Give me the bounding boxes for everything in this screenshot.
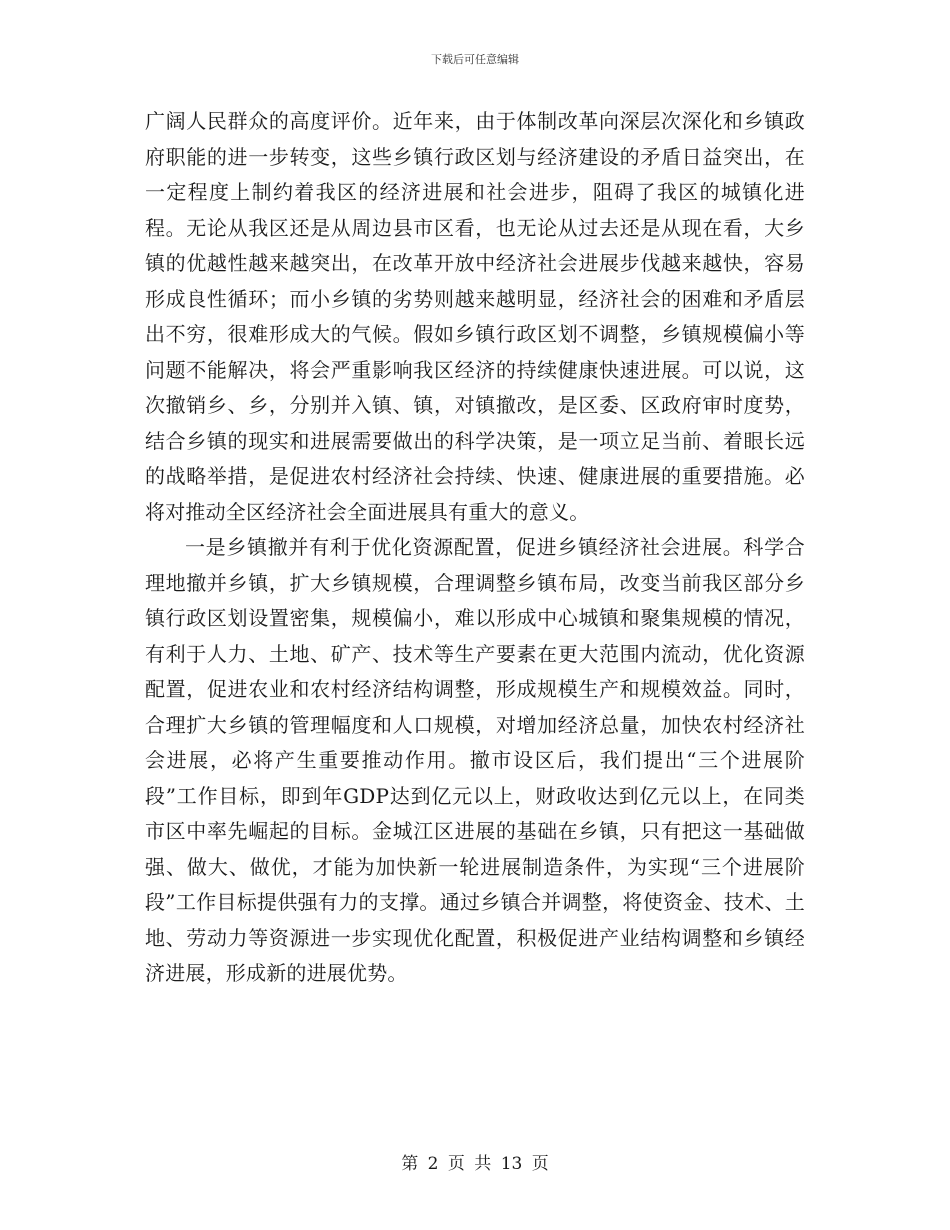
page-number: 第 2 页 共 13 页 (401, 1154, 549, 1174)
paragraph-point-one: 一是乡镇撤并有利于优化资源配置，促进乡镇经济社会进展。科学合理地撤并乡镇，扩大乡镇规模，合理调整乡镇布局，改变当前我区部分乡镇行政区划设置密集，规模偏小，难以形成中心城镇和聚集规模的情况，有利于人力、土地、矿产、技术等生产要素在更大范围内流动，优化资源配置，促进农业和农村经济结构调整，形成规模生产和规模效益。同时，合理扩大乡镇的管理幅度和人口规模，对增加经济总量，加快农村经济社会进展，必将产生重要推动作用。撤市设区后，我们提出“三个进展阶段”工作目标，即到年GDP达到亿元以上，财政收达到亿元以上，在同类市区中率先崛起的目标。金城江区进展的基础在乡镇，只有把这一基础做强、做大、做优，才能为加快新一轮进展制造条件，为实现“三个进展阶段”工作目标提供强有力的支撑。通过乡镇合并调整，将使资金、技术、土地、劳动力等资源进一步实现优化配置，积极促进产业结构调整和乡镇经济进展，形成新的进展优势。 (145, 535, 805, 985)
page-header-note: 下载后可任意编辑 (431, 53, 519, 66)
document-body (145, 104, 805, 992)
paragraph-continuation: 广阔人民群众的高度评价。近年来，由于体制改革向深层次深化和乡镇政府职能的进一步转变，这些乡镇行政区划与经济建设的矛盾日益突出，在一定程度上制约着我区的经济进展和社会进步，阻碍了我区的城镇化进程。无论从我区还是从周边县市区看，也无论从过去还是从现在看，大乡镇的优越性越来越突出，在改革开放中经济社会进展步伐越来越快，容易形成良性循环；而小乡镇的劣势则越来越明显，经济社会的困难和矛盾层出不穷，很难形成大的气候。假如乡镇行政区划不调整，乡镇规模偏小等问题不能解决，将会严重影响我区经济的持续健康快速进展。可以说，这次撤销乡、乡，分别并入镇、镇，对镇撤改，是区委、区政府审时度势，结合乡镇的现实和进展需要做出的科学决策，是一项立足当前、着眼长远的战略举措，是促进农村经济社会持续、快速、健康进展的重要措施。必将对推动全区经济社会全面进展具有重大的意义。 (145, 109, 805, 524)
